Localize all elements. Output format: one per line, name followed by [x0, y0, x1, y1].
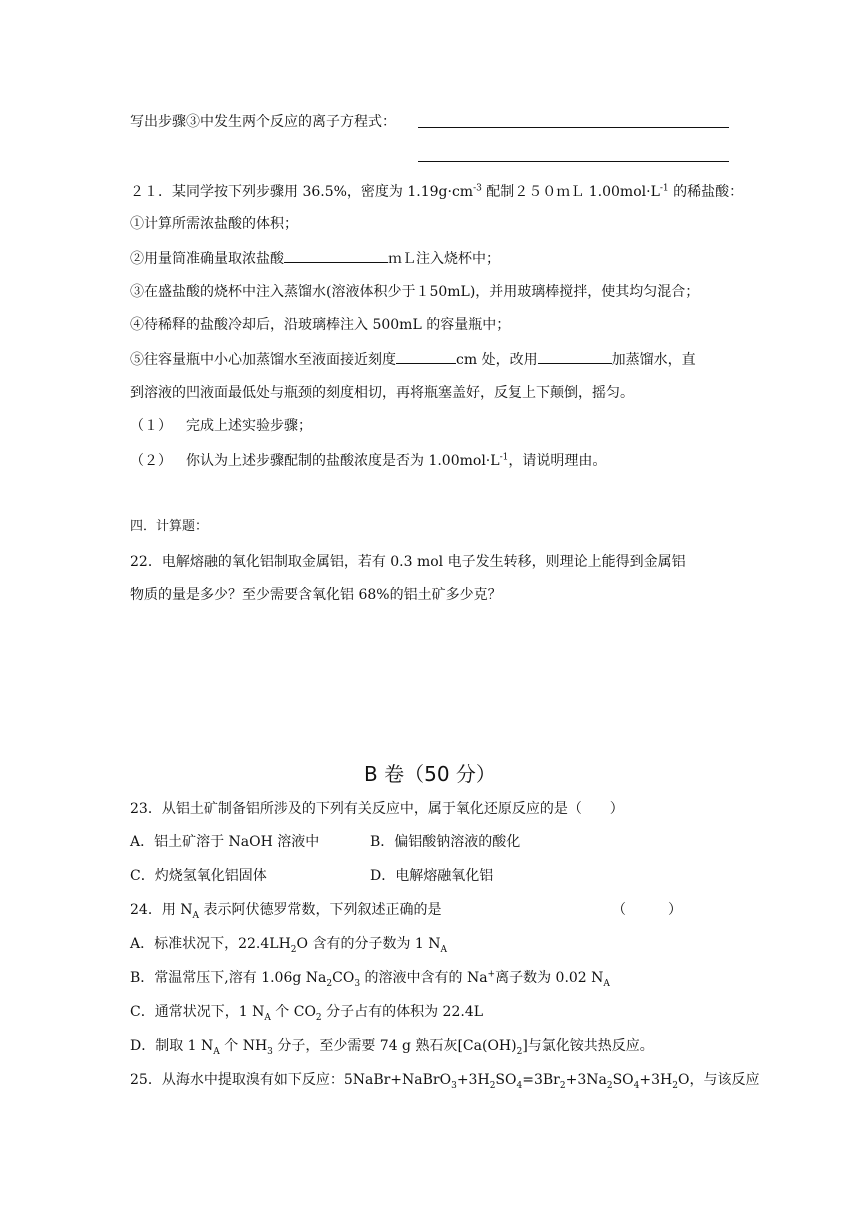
q25-text-e: +3Na [565, 1072, 607, 1088]
q24-b-sub2: 3 [354, 978, 361, 989]
q25-text-g: +3H [639, 1072, 673, 1088]
q21-sub2 [130, 451, 606, 471]
q24-stem [130, 900, 441, 920]
q21-sub2-text-a: 你认为上述步骤配制的盐酸浓度是否为 1.00mol·L [186, 453, 500, 469]
q20-prompt-line [130, 112, 396, 132]
q24-d-text-d: ]与氯化铵共热反应。 [522, 1038, 654, 1054]
q25-stem [130, 1070, 759, 1090]
q24-d-sub: A [213, 1046, 220, 1057]
q24-c-text-a: C．通常状况下，1 N [130, 1004, 265, 1020]
q21-sub1-text: 完成上述实验步骤； [186, 418, 312, 434]
q24-d-text-a: D．制取 1 N [130, 1038, 214, 1054]
q24-b-text-d: 离子数为 0.02 N [495, 970, 604, 986]
q24-option-a[interactable] [130, 934, 447, 954]
q21-step3-text: ③在盛盐酸的烧杯中注入蒸馏水(溶液体积少于１50mL)，并用玻璃棒搅拌，使其均匀混合； [130, 284, 700, 300]
q24-option-b[interactable] [130, 968, 610, 988]
q21-step5 [130, 349, 696, 370]
q21-intro-text-b: 配制２５０ｍＬ 1.00mol·L [481, 184, 660, 200]
q21-step3 [130, 282, 699, 302]
q25-text-a: 25．从海水中提取溴有如下反应：5NaBr+NaBrO [130, 1072, 452, 1088]
q24-option-d[interactable] [130, 1036, 654, 1056]
q21-step5-text-d: 到溶液的凹液面最低处与瓶颈的刻度相切，再将瓶塞盖好，反复上下颠倒，摇匀。 [130, 385, 634, 401]
q24-a-text-a: A．标准状况下，22.4LH [130, 936, 291, 952]
part-b-heading: B 卷（50 分） [364, 762, 496, 786]
q24-d-sub3: 2 [516, 1046, 523, 1057]
q24-a-sub2: A [440, 944, 448, 955]
q23-options-cd [130, 866, 493, 886]
q24-stem-a: 24．用 N [130, 902, 193, 918]
q21-step2-text-a: ②用量筒准确量取浓盐酸 [130, 251, 284, 267]
q24-d-text-b: 个 NH [219, 1038, 268, 1054]
q21-step1 [130, 214, 298, 234]
q23-option-c[interactable]: C．灼烧氢氧化铝固体 [130, 868, 267, 884]
q25-text-d: =3Br [522, 1072, 560, 1088]
q22-text-1: 22．电解熔融的氧化铝制取金属铝，若有 0.3 mol 电子发生转移，则理论上能得到金属铝 [130, 554, 686, 570]
q24-a-text-b: O 含有的分子数为 1 N [296, 936, 441, 952]
q21-intro-sup: -3 [473, 183, 482, 194]
q25-sub6: 4 [633, 1080, 640, 1091]
q24-c-text-b: 个 CO [270, 1004, 316, 1020]
q21-intro-text-a: ２１．某同学按下列步骤用 36.5%，密度为 1.19g·cm [130, 184, 474, 200]
blank-volume[interactable] [284, 248, 388, 263]
blank-distance[interactable] [396, 349, 456, 364]
q23-option-a[interactable]: A．铝土矿溶于 NaOH 溶液中 [130, 834, 320, 850]
section4-title-text: 四．计算题： [130, 519, 209, 534]
q22-line2 [130, 585, 502, 605]
q25-sub7: 2 [672, 1080, 678, 1091]
q21-sub2-text-b: ，请说明理由。 [508, 453, 607, 469]
q24-paren: （ ） [612, 902, 682, 918]
q21-sub1-number: （１） [130, 418, 172, 434]
q24-b-text-a: B．常温常压下,溶有 1.06g Na [130, 970, 327, 986]
q25-text-f: SO [612, 1072, 634, 1088]
q24-c-sub2: 2 [315, 1012, 322, 1023]
q22-text-2: 物质的量是多少？至少需要含氧化铝 68%的铝土矿多少克？ [130, 587, 502, 603]
q24-a-sub: 2 [290, 944, 297, 955]
q21-step4-text: ④待稀释的盐酸冷却后，沿玻璃棒注入 500mL 的容量瓶中； [130, 317, 511, 333]
q24-b-text-b: CO [332, 970, 355, 986]
q25-sub4: 2 [559, 1080, 566, 1091]
q21-step2-text-b: ｍＬ注入烧杯中； [388, 251, 500, 267]
q24-option-c[interactable] [130, 1002, 483, 1022]
q25-sub5: 2 [606, 1080, 613, 1091]
q21-intro-sup2: -1 [659, 183, 669, 194]
q22-line1 [130, 552, 686, 572]
q21-step5-text-b: cm 处，改用 [456, 352, 538, 368]
q24-d-sub2: 3 [267, 1046, 273, 1057]
q25-sub3: 4 [516, 1080, 523, 1091]
q25-text-c: SO [495, 1072, 517, 1088]
q21-sub1 [130, 416, 312, 436]
q24-answer-paren [612, 900, 682, 920]
q25-text-b: +3H [456, 1072, 490, 1088]
q21-step2 [130, 248, 500, 269]
q24-b-sub3: A [603, 978, 610, 989]
answer-line-1 [418, 127, 729, 128]
q20-prompt: 写出步骤③中发生两个反应的离子方程式： [130, 114, 396, 130]
q25-sub1: 3 [451, 1080, 457, 1091]
q23-option-b[interactable]: B．偏铝酸钠溶液的酸化 [370, 834, 521, 850]
q23-stem [130, 799, 624, 819]
q24-c-text-c: 分子占有的体积为 22.4L [321, 1004, 484, 1020]
q24-c-sub: A [264, 1012, 271, 1023]
q21-sub2-number: （２） [130, 453, 172, 469]
q21-intro [130, 182, 743, 202]
q25-text-h: O，与该反应 [677, 1072, 760, 1088]
q24-d-text-c: 分子，至少需要 74 g 熟石灰[Ca(OH) [272, 1038, 517, 1054]
q21-step5-cont [130, 383, 634, 403]
q21-step5-text-c: 加蒸馏水，直 [611, 352, 696, 368]
q23-option-d[interactable]: D．电解熔融氧化铝 [370, 868, 494, 884]
blank-instrument[interactable] [538, 349, 612, 364]
q24-stem-b: 表示阿伏德罗常数，下列叙述正确的是 [199, 902, 442, 918]
section4-title [130, 517, 208, 537]
q23-options-ab [130, 832, 520, 852]
q21-step5-text-a: ⑤往容量瓶中小心加蒸馏水至液面接近刻度 [130, 352, 396, 368]
q21-sub2-sup: -1 [499, 452, 509, 463]
q21-intro-text-c: 的稀盐酸： [668, 184, 744, 200]
q24-stem-sub: A [192, 910, 200, 921]
q24-b-sub1: 2 [326, 978, 333, 989]
q23-stem-text: 23．从铝土矿制备铝所涉及的下列有关反应中，属于氧化还原反应的是（ ） [130, 801, 624, 817]
q24-b-sup: + [487, 969, 496, 980]
q21-step4 [130, 315, 510, 335]
q24-b-text-c: 的溶液中含有的 Na [360, 970, 488, 986]
q25-sub2: 2 [489, 1080, 496, 1091]
answer-line-2 [418, 161, 729, 162]
q21-step1-text: ①计算所需浓盐酸的体积； [130, 216, 298, 232]
